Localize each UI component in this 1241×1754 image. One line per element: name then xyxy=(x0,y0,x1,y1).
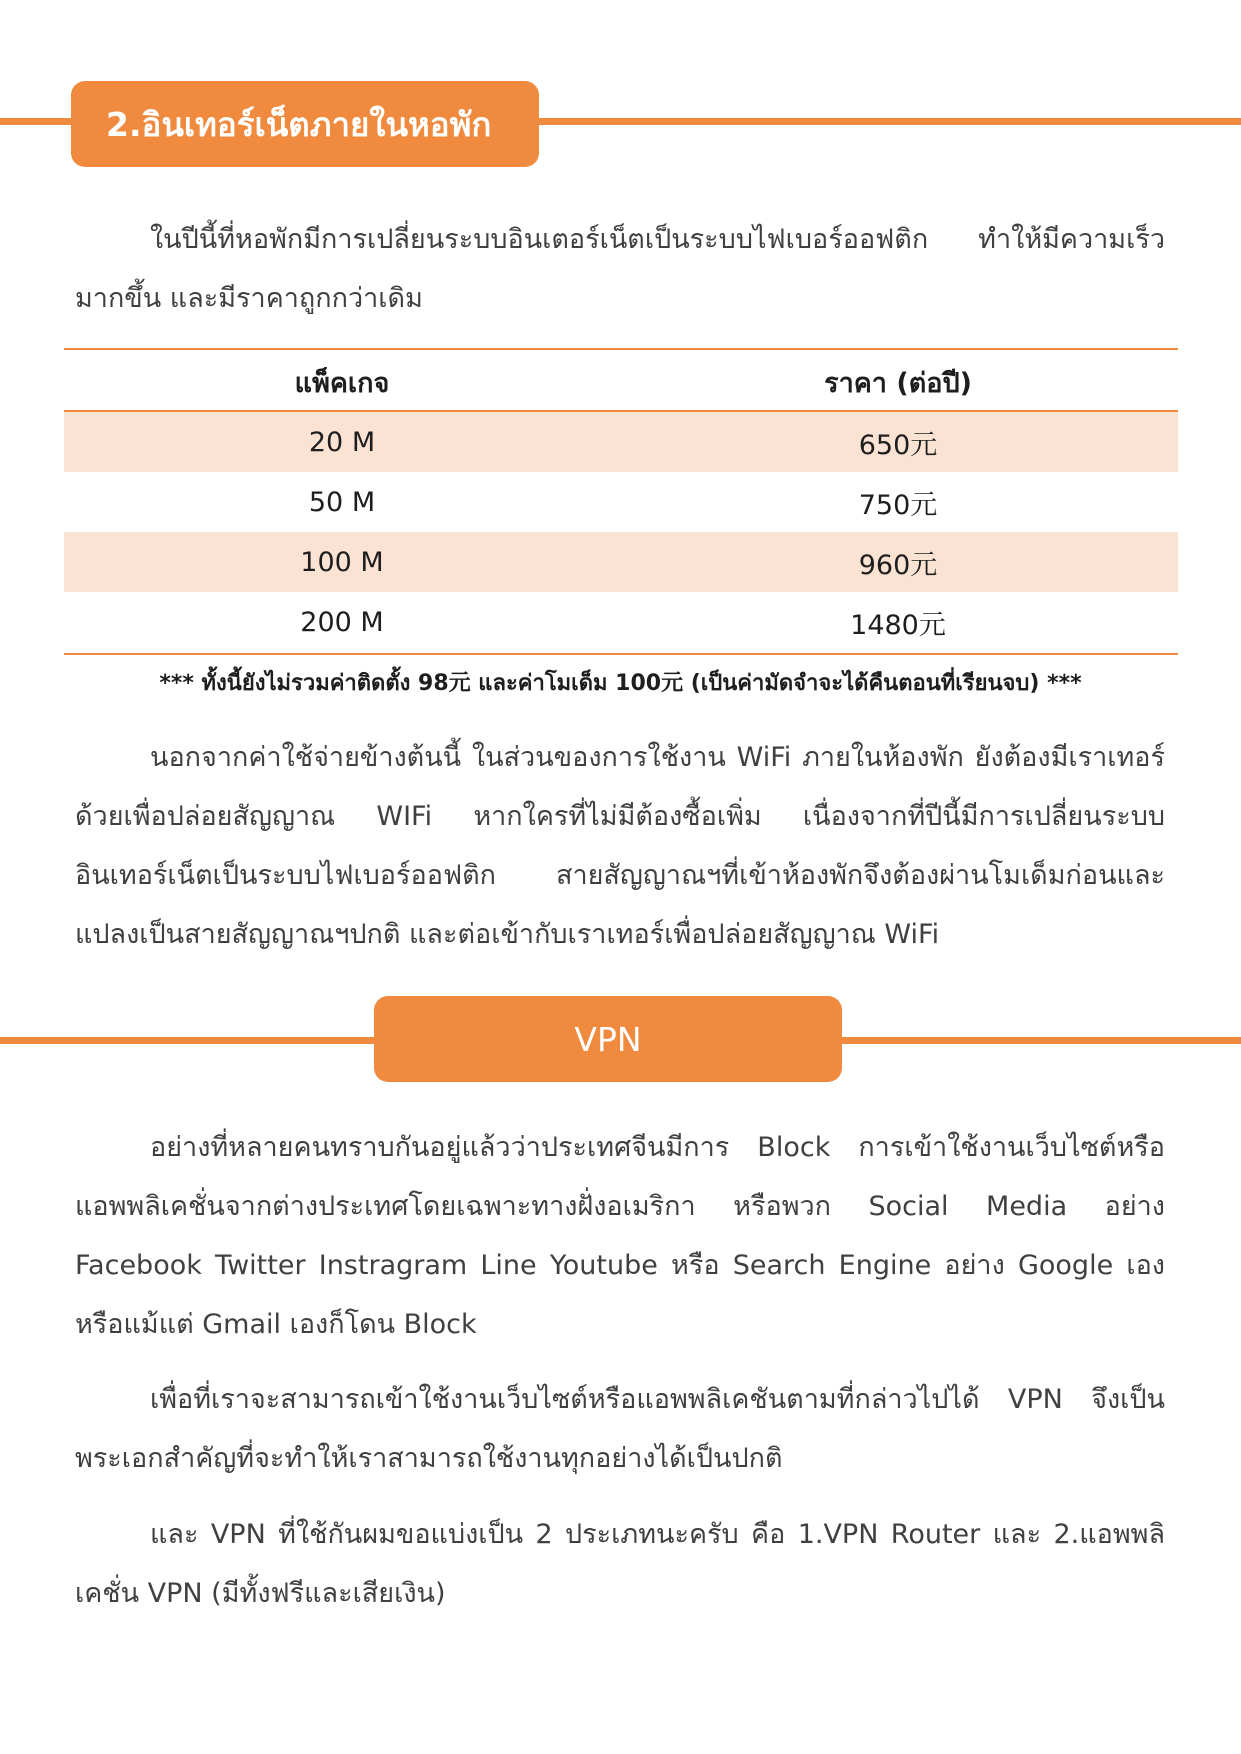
section1-title: 2.อินเทอร์เน็ตภายในหอพัก xyxy=(106,104,492,144)
section2-rule-right xyxy=(838,1037,1241,1044)
package-cell: 50 M xyxy=(308,486,376,518)
header-package: แพ็คเกจ xyxy=(294,367,390,399)
price-cell: 1480元 xyxy=(850,609,946,641)
price-cell: 960元 xyxy=(858,549,938,581)
package-cell: 200 M xyxy=(300,606,384,638)
table-row xyxy=(64,412,1178,472)
header-price: ราคา (ต่อปี) xyxy=(824,367,972,399)
package-cell: 100 M xyxy=(300,546,384,578)
table-top-rule xyxy=(64,348,1178,350)
package-cell: 20 M xyxy=(308,426,376,458)
section2-paragraph-1: อย่างที่หลายคนทราบกันอยู่แล้วว่าประเทศจีนมีการ Block การเข้าใช้งานเว็บไซต์หรือแอพพลิเคชั่นจากต่างประเทศโดยเฉพาะทางฝั่งอเมริกา หรือพวก Social Media อย่าง Facebook Twitter Instragram Line Youtube หรือ Search Engine อย่าง Google เอง หรือแม้แต่ Gmail เองก็โดน Block xyxy=(75,1132,1165,1340)
section1-intro: ในปีนี้ที่หอพักมีการเปลี่ยนระบบอินเตอร์เน็ตเป็นระบบไฟเบอร์ออฟติก ทำให้มีความเร็วมากขึ้น และมีราคาถูกกว่าเดิม xyxy=(75,224,1165,314)
table-bottom-rule xyxy=(64,653,1178,655)
price-cell: 650元 xyxy=(858,429,938,461)
section2-rule-left xyxy=(0,1037,380,1044)
section2-paragraph-2: เพื่อที่เราจะสามารถเข้าใช้งานเว็บไซต์หรือแอพพลิเคชันตามที่กล่าวไปได้ VPN จึงเป็นพระเอกสำคัญที่จะทำให้เราสามารถใช้งานทุกอย่างได้เป็นปกติ xyxy=(75,1384,1165,1474)
section2-title-badge xyxy=(374,996,842,1082)
section1-title-badge xyxy=(71,81,539,167)
table-row xyxy=(64,532,1178,592)
price-cell: 750元 xyxy=(858,489,938,521)
price-table xyxy=(64,348,1178,656)
table-row xyxy=(64,472,1178,532)
installation-note: *** ทั้งนี้ยังไม่รวมค่าติดตั้ง 98元 และค่าโมเด็ม 100元 (เป็นค่ามัดจำจะได้คืนตอนที่เรียนจบ) *** xyxy=(159,671,1082,696)
table-header-row xyxy=(64,352,1178,412)
section1-body: นอกจากค่าใช้จ่ายข้างต้นนี้ ในส่วนของการใช้งาน WiFi ภายในห้องพัก ยังต้องมีเราเทอร์ด้วยเพื่อปล่อยสัญญาณ WIFi หากใครที่ไม่มีต้องซื้อเพิ่ม เนื่องจากที่ปีนี้มีการเปลี่ยนระบบอินเทอร์เน็ตเป็นระบบไฟเบอร์ออฟติก สายสัญญาณฯที่เข้าห้องพักจึงต้องผ่านโมเด็มก่อนและแปลงเป็นสายสัญญาณฯปกติ และต่อเข้ากับเราเทอร์เพื่อปล่อยสัญญาณ WiFi xyxy=(75,742,1165,950)
section2-title: VPN xyxy=(574,1019,642,1059)
section1-rule-left xyxy=(0,118,75,125)
section2-paragraph-3: และ VPN ที่ใช้กันผมขอแบ่งเป็น 2 ประเภทนะครับ คือ 1.VPN Router และ 2.แอพพลิเคชั่น VPN (มีทั้งฟรีและเสียเงิน) xyxy=(75,1519,1165,1609)
section1-rule-right xyxy=(535,118,1241,125)
table-row xyxy=(64,592,1178,652)
